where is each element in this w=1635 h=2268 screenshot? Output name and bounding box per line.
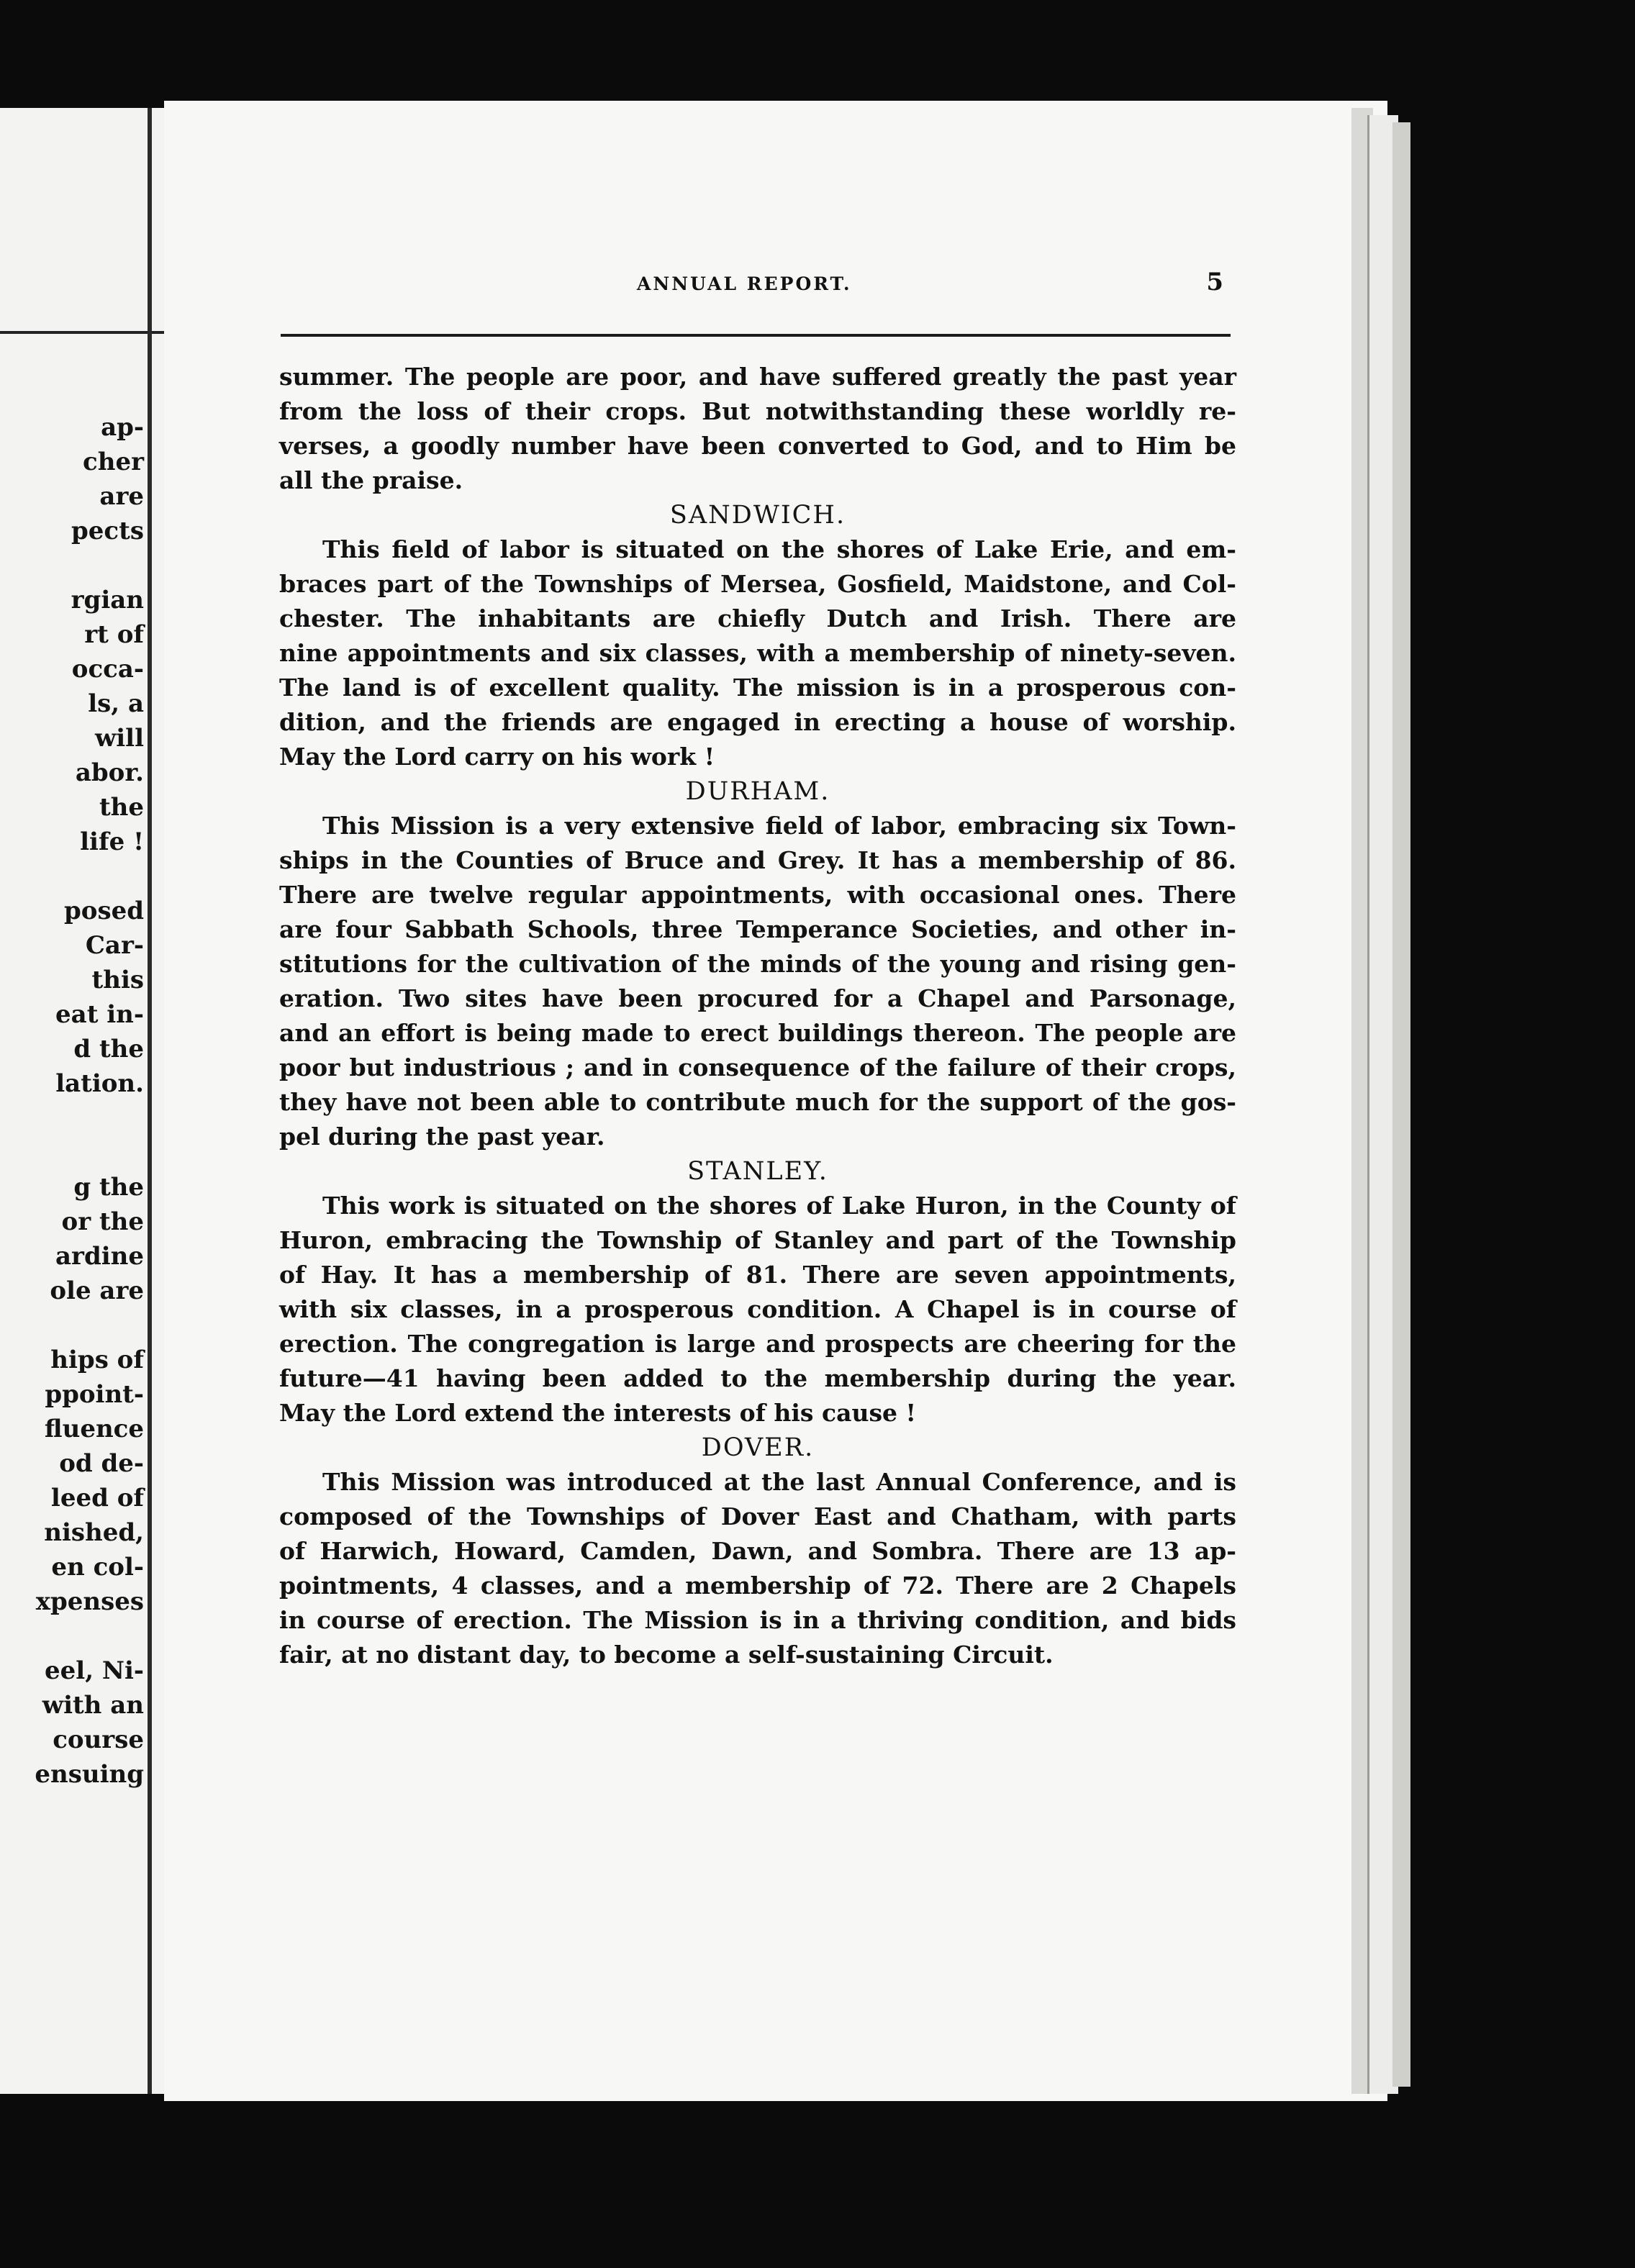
left-page-fragment: the [99, 793, 144, 822]
text-line: poor but industrious ; and in consequence of the failure of their crops, [279, 1053, 1236, 1081]
left-page-fragment: will [94, 724, 144, 753]
left-page-fragment: ppoint- [45, 1380, 144, 1409]
left-page-fragment: od de- [59, 1449, 144, 1478]
text-line: all the praise. [279, 466, 463, 494]
left-page-fragment: abor. [75, 758, 144, 787]
text-line: and an effort is being made to erect buildings thereon. The people are [279, 1019, 1236, 1047]
text-line: of Harwich, Howard, Camden, Dawn, and Sombra. There are 13 ap- [279, 1537, 1236, 1565]
left-page-fragment: Car- [85, 931, 144, 960]
left-page-fragment: eat in- [55, 1000, 144, 1029]
left-page-fragment: ls, a [88, 689, 144, 718]
text-line: dition, and the friends are engaged in erecting a house of worship. [279, 708, 1236, 736]
left-page-fragment: ole are [50, 1276, 144, 1305]
left-page-fragment: hips of [50, 1346, 144, 1374]
text-line: This Mission was introduced at the last Annual Conference, and is [322, 1468, 1236, 1496]
left-page-fragment [0, 548, 144, 583]
text-line: they have not been able to contribute much for the support of the gos- [279, 1088, 1236, 1116]
left-page-fragment: g the [73, 1173, 144, 1202]
left-page-fragment: rt of [84, 620, 144, 649]
left-page-fragment: lation. [55, 1069, 144, 1098]
left-page-fragment: occa- [71, 655, 144, 684]
text-line: braces part of the Townships of Mersea, Gosfield, Maidstone, and Col- [279, 570, 1236, 598]
text-line: pointments, 4 classes, and a membership of 72. There are 2 Chapels [279, 1571, 1236, 1600]
text-line: nine appointments and six classes, with a membership of ninety-seven. [279, 639, 1236, 667]
left-page-fragment: en col- [51, 1553, 144, 1582]
left-page-fragment: xpenses [35, 1587, 144, 1616]
left-page-fragment: this [91, 966, 144, 994]
left-page-fragment [0, 859, 144, 894]
text-line: from the loss of their crops. But notwithstanding these worldly re- [279, 397, 1236, 425]
left-page-fragment: fluence [44, 1415, 144, 1443]
left-page-fragment [0, 1619, 144, 1654]
left-page [0, 108, 180, 2094]
left-page-fragment: rgian [71, 586, 144, 614]
left-page-fragment: ensuing [35, 1760, 144, 1789]
text-line: pel during the past year. [279, 1122, 605, 1151]
left-page-fragment [0, 1135, 144, 1170]
text-line: of Hay. It has a membership of 81. There are seven appointments, [279, 1261, 1236, 1289]
left-page-fragment: are [99, 482, 144, 511]
text-line: composed of the Townships of Dover East and Chatham, with parts [279, 1502, 1236, 1530]
page-header [281, 268, 1231, 304]
text-line: May the Lord extend the interests of his cause ! [279, 1399, 916, 1427]
text-line: stitutions for the cultivation of the minds of the young and rising gen- [279, 950, 1236, 978]
text-line: erection. The congregation is large and prospects are cheering for the [279, 1330, 1236, 1358]
text-line: This field of labor is situated on the shores of Lake Erie, and em- [322, 535, 1236, 563]
left-page-fragment: posed [64, 897, 144, 925]
text-line: eration. Two sites have been procured for a Chapel and Parsonage, [279, 984, 1236, 1012]
page-edge [1392, 122, 1410, 2087]
left-page-fragment: nished, [44, 1518, 144, 1547]
left-page-fragment: eel, Ni- [45, 1656, 144, 1685]
left-page-spine [148, 108, 152, 2094]
text-line: This Mission is a very extensive field of labor, embracing six Town- [322, 812, 1236, 840]
text-line: This work is situated on the shores of Lake Huron, in the County of [322, 1192, 1236, 1220]
left-page-fragment: or the [61, 1207, 144, 1236]
section-heading-stanley: STANLEY. [687, 1157, 828, 1186]
page-number: 5 [1206, 268, 1223, 296]
left-page-fragment [0, 1308, 144, 1343]
text-line: May the Lord carry on his work ! [279, 743, 715, 771]
left-page-text-fragments [0, 410, 144, 1792]
page-body [279, 360, 1236, 1672]
text-line: fair, at no distant day, to become a self-sustaining Circuit. [279, 1641, 1054, 1669]
text-line: ships in the Counties of Bruce and Grey. It has a membership of 86. [279, 846, 1236, 874]
text-line: summer. The people are poor, and have suffered greatly the past year [279, 363, 1236, 391]
text-line: Huron, embracing the Township of Stanley and part of the Township [279, 1226, 1236, 1254]
text-line: with six classes, in a prosperous condition. A Chapel is in course of [279, 1295, 1236, 1323]
left-page-fragment: d the [73, 1035, 144, 1063]
left-page-fragment: life ! [80, 827, 144, 856]
left-page-fragment: leed of [50, 1484, 144, 1512]
text-line: There are twelve regular appointments, with occasional ones. There [279, 881, 1236, 909]
text-line: are four Sabbath Schools, three Temperance Societies, and other in- [279, 915, 1236, 943]
section-heading-dover: DOVER. [701, 1433, 815, 1462]
section-heading-sandwich: SANDWICH. [669, 501, 846, 530]
left-page-fragment: cher [83, 448, 144, 476]
left-page-fragment [0, 1101, 144, 1135]
text-line: future—41 having been added to the membership during the year. [279, 1364, 1236, 1392]
left-page-fragment: with an [42, 1691, 144, 1720]
left-page-fragment: course [53, 1725, 144, 1754]
left-page-header-rule [0, 331, 166, 334]
running-head: ANNUAL REPORT. [637, 273, 852, 294]
text-line: The land is of excellent quality. The mission is in a prosperous con- [279, 673, 1236, 702]
left-page-fragment: pects [71, 517, 144, 545]
section-heading-durham: DURHAM. [685, 777, 830, 806]
text-line: verses, a goodly number have been converted to God, and to Him be [279, 432, 1236, 460]
left-page-fragment: ap- [101, 413, 144, 442]
text-line: chester. The inhabitants are chiefly Dutch and Irish. There are [279, 604, 1236, 632]
text-line: in course of erection. The Mission is in a thriving condition, and bids [279, 1606, 1236, 1634]
left-page-fragment: ardine [55, 1242, 144, 1271]
header-rule [281, 334, 1231, 337]
